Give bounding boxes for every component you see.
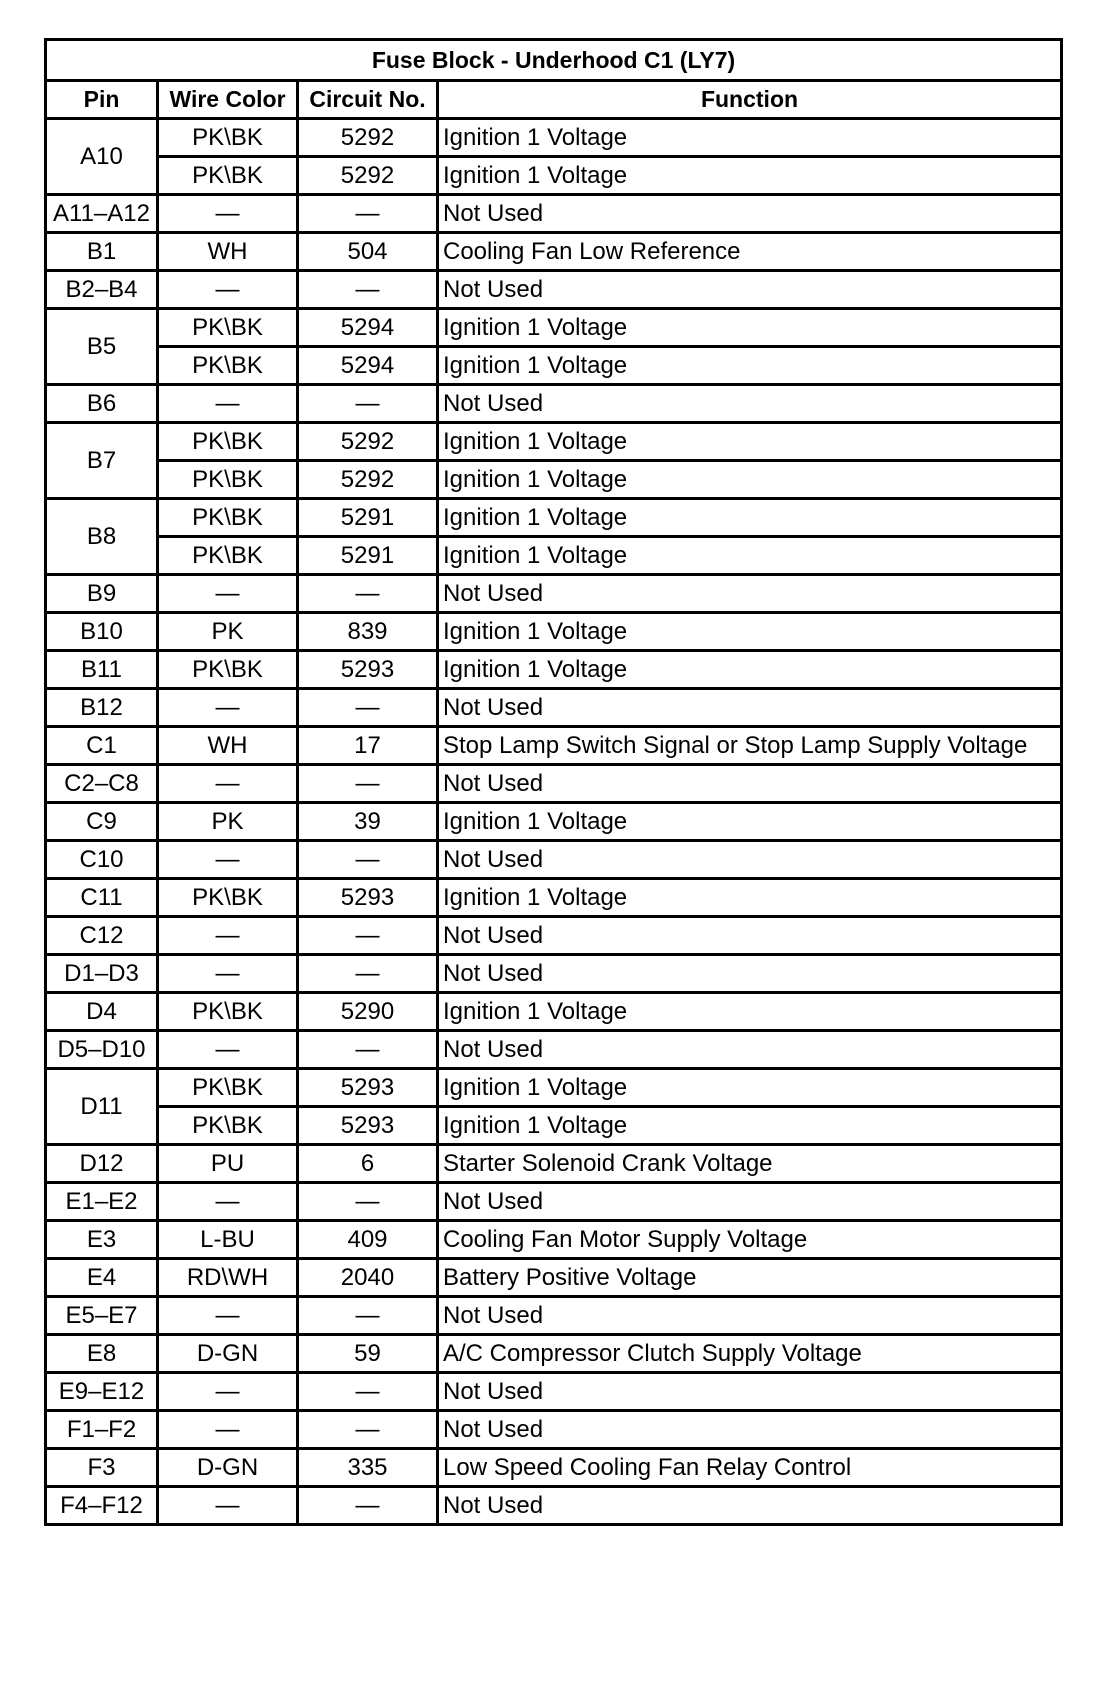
- function-cell: Not Used: [438, 1183, 1062, 1221]
- circuit-no-cell: —: [298, 1297, 438, 1335]
- header-pin: Pin: [46, 81, 158, 119]
- table-row: [46, 575, 1062, 613]
- table-row: [46, 537, 1062, 575]
- circuit-no-cell: 5292: [298, 157, 438, 195]
- pin-cell: B12: [46, 689, 158, 727]
- function-cell: Not Used: [438, 195, 1062, 233]
- table-row: [46, 271, 1062, 309]
- pin-cell: A10: [46, 119, 158, 195]
- circuit-no-cell: 5292: [298, 423, 438, 461]
- wire-color-cell: —: [158, 385, 298, 423]
- pin-cell: D1–D3: [46, 955, 158, 993]
- function-cell: A/C Compressor Clutch Supply Voltage: [438, 1335, 1062, 1373]
- table-row: [46, 423, 1062, 461]
- pin-cell: E8: [46, 1335, 158, 1373]
- pin-cell: D11: [46, 1069, 158, 1145]
- circuit-no-cell: 5293: [298, 879, 438, 917]
- table-row: [46, 157, 1062, 195]
- wire-color-cell: L-BU: [158, 1221, 298, 1259]
- pin-cell: C12: [46, 917, 158, 955]
- function-cell: Not Used: [438, 1031, 1062, 1069]
- wire-color-cell: PK\BK: [158, 993, 298, 1031]
- wire-color-cell: —: [158, 917, 298, 955]
- table-row: [46, 1411, 1062, 1449]
- wire-color-cell: —: [158, 271, 298, 309]
- pin-cell: E3: [46, 1221, 158, 1259]
- circuit-no-cell: —: [298, 765, 438, 803]
- pin-cell: D4: [46, 993, 158, 1031]
- pin-cell: E5–E7: [46, 1297, 158, 1335]
- pin-cell: E4: [46, 1259, 158, 1297]
- wire-color-cell: PK: [158, 613, 298, 651]
- table-row: [46, 1259, 1062, 1297]
- wire-color-cell: —: [158, 955, 298, 993]
- pin-cell: B7: [46, 423, 158, 499]
- pin-cell: B5: [46, 309, 158, 385]
- pin-cell: B6: [46, 385, 158, 423]
- wire-color-cell: PK\BK: [158, 1069, 298, 1107]
- table-row: [46, 385, 1062, 423]
- table-row: [46, 1335, 1062, 1373]
- wire-color-cell: RD\WH: [158, 1259, 298, 1297]
- wire-color-cell: —: [158, 1031, 298, 1069]
- pin-cell: E9–E12: [46, 1373, 158, 1411]
- table-row: [46, 1107, 1062, 1145]
- circuit-no-cell: 59: [298, 1335, 438, 1373]
- circuit-no-cell: 5290: [298, 993, 438, 1031]
- circuit-no-cell: —: [298, 1031, 438, 1069]
- function-cell: Ignition 1 Voltage: [438, 993, 1062, 1031]
- pin-cell: E1–E2: [46, 1183, 158, 1221]
- table-row: [46, 1145, 1062, 1183]
- circuit-no-cell: —: [298, 1183, 438, 1221]
- pin-cell: C11: [46, 879, 158, 917]
- function-cell: Ignition 1 Voltage: [438, 347, 1062, 385]
- wire-color-cell: PK\BK: [158, 423, 298, 461]
- wire-color-cell: —: [158, 765, 298, 803]
- wire-color-cell: —: [158, 1411, 298, 1449]
- function-cell: Ignition 1 Voltage: [438, 803, 1062, 841]
- function-cell: Ignition 1 Voltage: [438, 157, 1062, 195]
- pin-cell: B10: [46, 613, 158, 651]
- function-cell: Not Used: [438, 955, 1062, 993]
- circuit-no-cell: 5293: [298, 1069, 438, 1107]
- header-circuit-no: Circuit No.: [298, 81, 438, 119]
- wire-color-cell: WH: [158, 233, 298, 271]
- circuit-no-cell: 335: [298, 1449, 438, 1487]
- wire-color-cell: —: [158, 1297, 298, 1335]
- wire-color-cell: —: [158, 689, 298, 727]
- pin-cell: B1: [46, 233, 158, 271]
- pin-cell: C10: [46, 841, 158, 879]
- function-cell: Ignition 1 Voltage: [438, 651, 1062, 689]
- function-cell: Ignition 1 Voltage: [438, 613, 1062, 651]
- wire-color-cell: PK\BK: [158, 119, 298, 157]
- function-cell: Not Used: [438, 1411, 1062, 1449]
- table-row: [46, 1487, 1062, 1525]
- pin-cell: D5–D10: [46, 1031, 158, 1069]
- table-row: [46, 347, 1062, 385]
- function-cell: Ignition 1 Voltage: [438, 1069, 1062, 1107]
- circuit-no-cell: —: [298, 955, 438, 993]
- table-row: [46, 1297, 1062, 1335]
- circuit-no-cell: 2040: [298, 1259, 438, 1297]
- table-row: [46, 955, 1062, 993]
- table-row: [46, 1069, 1062, 1107]
- wire-color-cell: PK\BK: [158, 1107, 298, 1145]
- circuit-no-cell: 5292: [298, 461, 438, 499]
- wire-color-cell: —: [158, 575, 298, 613]
- circuit-no-cell: 5292: [298, 119, 438, 157]
- wire-color-cell: PK\BK: [158, 537, 298, 575]
- function-cell: Ignition 1 Voltage: [438, 423, 1062, 461]
- pin-cell: B11: [46, 651, 158, 689]
- table-row: [46, 651, 1062, 689]
- function-cell: Not Used: [438, 1297, 1062, 1335]
- header-function: Function: [438, 81, 1062, 119]
- wire-color-cell: PU: [158, 1145, 298, 1183]
- table-row: [46, 1449, 1062, 1487]
- function-cell: Not Used: [438, 385, 1062, 423]
- function-cell: Not Used: [438, 271, 1062, 309]
- header-wire-color: Wire Color: [158, 81, 298, 119]
- table-row: [46, 879, 1062, 917]
- table-row: [46, 917, 1062, 955]
- function-cell: Ignition 1 Voltage: [438, 537, 1062, 575]
- circuit-no-cell: 5291: [298, 499, 438, 537]
- circuit-no-cell: 5293: [298, 1107, 438, 1145]
- table-row: [46, 1221, 1062, 1259]
- table-row: [46, 993, 1062, 1031]
- table-row: [46, 765, 1062, 803]
- wire-color-cell: PK\BK: [158, 157, 298, 195]
- function-cell: Ignition 1 Voltage: [438, 879, 1062, 917]
- circuit-no-cell: 409: [298, 1221, 438, 1259]
- circuit-no-cell: —: [298, 917, 438, 955]
- table-row: [46, 233, 1062, 271]
- wire-color-cell: D-GN: [158, 1449, 298, 1487]
- circuit-no-cell: —: [298, 195, 438, 233]
- wire-color-cell: —: [158, 1183, 298, 1221]
- function-cell: Not Used: [438, 917, 1062, 955]
- wire-color-cell: D-GN: [158, 1335, 298, 1373]
- function-cell: Ignition 1 Voltage: [438, 499, 1062, 537]
- wire-color-cell: PK\BK: [158, 879, 298, 917]
- circuit-no-cell: 5294: [298, 347, 438, 385]
- table-row: [46, 499, 1062, 537]
- table-row: [46, 119, 1062, 157]
- circuit-no-cell: 839: [298, 613, 438, 651]
- function-cell: Ignition 1 Voltage: [438, 309, 1062, 347]
- pin-cell: B2–B4: [46, 271, 158, 309]
- pin-cell: F3: [46, 1449, 158, 1487]
- circuit-no-cell: 5291: [298, 537, 438, 575]
- pin-cell: C9: [46, 803, 158, 841]
- pin-cell: C2–C8: [46, 765, 158, 803]
- pin-cell: A11–A12: [46, 195, 158, 233]
- circuit-no-cell: 39: [298, 803, 438, 841]
- circuit-no-cell: —: [298, 385, 438, 423]
- circuit-no-cell: —: [298, 575, 438, 613]
- pin-cell: B9: [46, 575, 158, 613]
- table-row: [46, 689, 1062, 727]
- function-cell: Battery Positive Voltage: [438, 1259, 1062, 1297]
- circuit-no-cell: 6: [298, 1145, 438, 1183]
- circuit-no-cell: —: [298, 689, 438, 727]
- table-title: Fuse Block - Underhood C1 (LY7): [46, 40, 1062, 81]
- wire-color-cell: PK\BK: [158, 347, 298, 385]
- wire-color-cell: —: [158, 195, 298, 233]
- function-cell: Cooling Fan Low Reference: [438, 233, 1062, 271]
- circuit-no-cell: —: [298, 1373, 438, 1411]
- table-row: [46, 803, 1062, 841]
- pin-cell: F4–F12: [46, 1487, 158, 1525]
- function-cell: Not Used: [438, 689, 1062, 727]
- circuit-no-cell: —: [298, 1487, 438, 1525]
- circuit-no-cell: 5294: [298, 309, 438, 347]
- function-cell: Low Speed Cooling Fan Relay Control: [438, 1449, 1062, 1487]
- circuit-no-cell: —: [298, 1411, 438, 1449]
- table-row: [46, 841, 1062, 879]
- table-row: [46, 195, 1062, 233]
- wire-color-cell: —: [158, 1373, 298, 1411]
- wire-color-cell: —: [158, 1487, 298, 1525]
- fuse-block-table: [44, 38, 1063, 1526]
- table-row: [46, 461, 1062, 499]
- circuit-no-cell: —: [298, 271, 438, 309]
- pin-cell: C1: [46, 727, 158, 765]
- table-row: [46, 1031, 1062, 1069]
- wire-color-cell: PK: [158, 803, 298, 841]
- function-cell: Not Used: [438, 1373, 1062, 1411]
- function-cell: Stop Lamp Switch Signal or Stop Lamp Supply Voltage: [438, 727, 1062, 765]
- wire-color-cell: WH: [158, 727, 298, 765]
- circuit-no-cell: 5293: [298, 651, 438, 689]
- pin-cell: D12: [46, 1145, 158, 1183]
- header-row: [46, 81, 1062, 119]
- function-cell: Cooling Fan Motor Supply Voltage: [438, 1221, 1062, 1259]
- function-cell: Ignition 1 Voltage: [438, 1107, 1062, 1145]
- function-cell: Not Used: [438, 765, 1062, 803]
- wire-color-cell: PK\BK: [158, 461, 298, 499]
- function-cell: Starter Solenoid Crank Voltage: [438, 1145, 1062, 1183]
- function-cell: Not Used: [438, 575, 1062, 613]
- wire-color-cell: —: [158, 841, 298, 879]
- table-row: [46, 727, 1062, 765]
- function-cell: Ignition 1 Voltage: [438, 461, 1062, 499]
- circuit-no-cell: 504: [298, 233, 438, 271]
- table-body: [46, 119, 1062, 1525]
- table-row: [46, 613, 1062, 651]
- function-cell: Not Used: [438, 841, 1062, 879]
- function-cell: Not Used: [438, 1487, 1062, 1525]
- circuit-no-cell: 17: [298, 727, 438, 765]
- title-row: [46, 40, 1062, 81]
- circuit-no-cell: —: [298, 841, 438, 879]
- table-row: [46, 1373, 1062, 1411]
- function-cell: Ignition 1 Voltage: [438, 119, 1062, 157]
- table-row: [46, 309, 1062, 347]
- pin-cell: B8: [46, 499, 158, 575]
- wire-color-cell: PK\BK: [158, 651, 298, 689]
- pin-cell: F1–F2: [46, 1411, 158, 1449]
- wire-color-cell: PK\BK: [158, 499, 298, 537]
- wire-color-cell: PK\BK: [158, 309, 298, 347]
- table-row: [46, 1183, 1062, 1221]
